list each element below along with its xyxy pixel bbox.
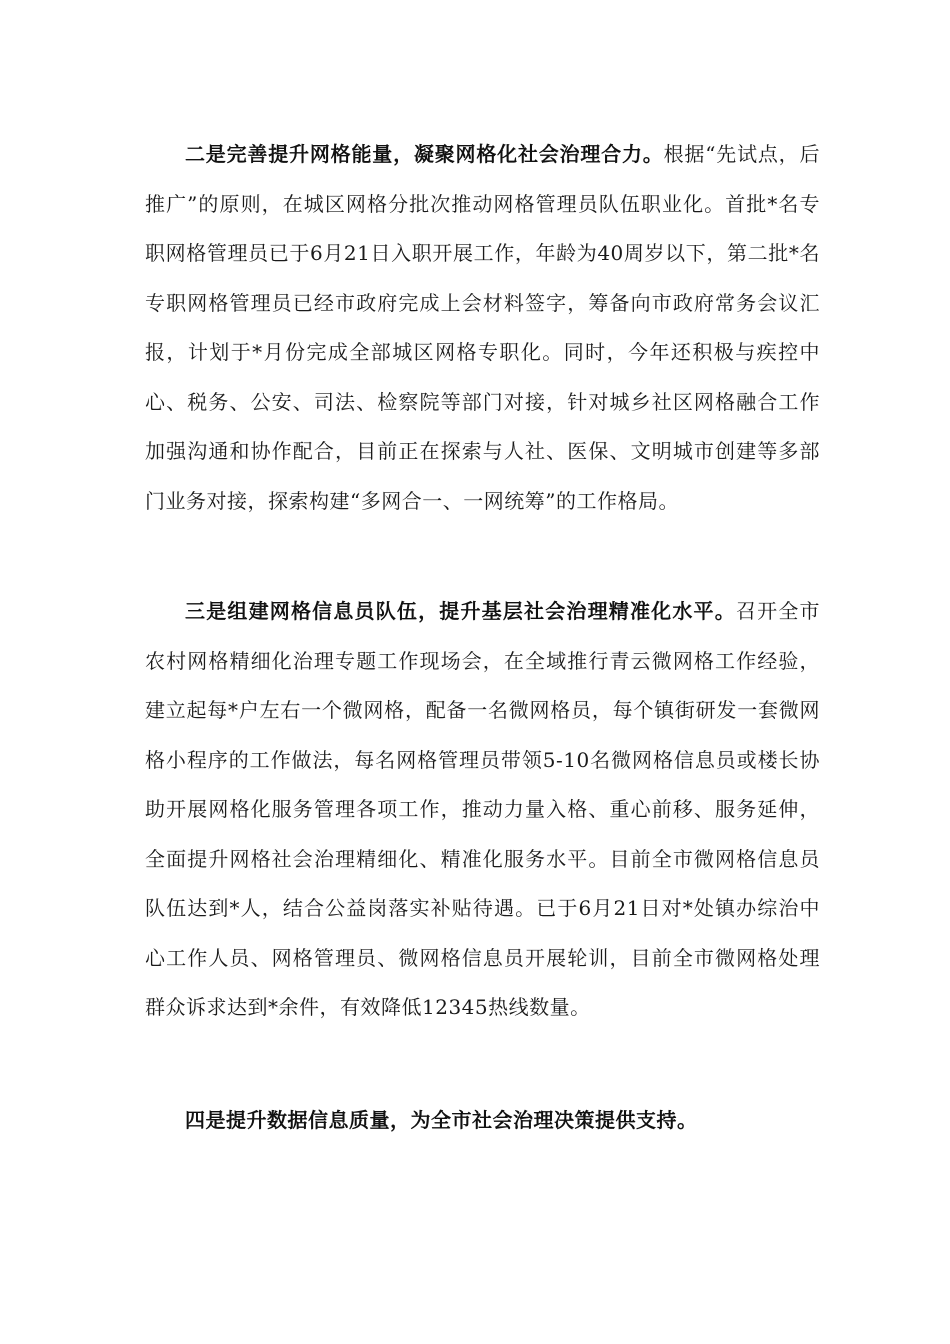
paragraph-heading: 三是组建网格信息员队伍，提升基层社会治理精准化水平。 [185, 599, 736, 623]
paragraph-heading: 二是完善提升网格能量，凝聚网格化社会治理合力。 [185, 142, 664, 166]
paragraph-data-quality [145, 1096, 820, 1146]
paragraph-body: 根据“先试点，后推广”的原则，在城区网格分批次推动网格管理员队伍职业化。首批*名专职网格管理员已于6月21日入职开展工作，年龄为40周岁以下，第二批*名专职网格管理员已经市政府完成上会材料签字，筹备向市政府常务会议汇报，计划于*月份完成全部城区网格专职化。同时，今年还积极与疾控中心、税务、公安、司法、检察院等部门对接，针对城乡社区网格融合工作加强沟通和协作配合，目前正在探索与人社、医保、文明城市创建等多部门业务对接，探索构建“多网合一、一网统筹”的工作格局。 [145, 142, 820, 513]
paragraph-heading: 四是提升数据信息质量，为全市社会治理决策提供支持。 [185, 1108, 698, 1132]
paragraph-grid-informants [145, 587, 820, 1033]
paragraph-body: 召开全市农村网格精细化治理专题工作现场会，在全域推行青云微网格工作经验，建立起每*户左右一个微网格，配备一名微网格员，每个镇街研发一套微网格小程序的工作做法，每名网格管理员带领5-10名微网格信息员或楼长协助开展网格化服务管理各项工作，推动力量入格、重心前移、服务延伸，全面提升网格社会治理精细化、精准化服务水平。目前全市微网格信息员队伍达到*人，结合公益岗落实补贴待遇。已于6月21日对*处镇办综治中心工作人员、网格管理员、微网格信息员开展轮训，目前全市微网格处理群众诉求达到*余件，有效降低12345热线数量。 [145, 599, 821, 1019]
paragraph-grid-capacity [145, 130, 820, 526]
